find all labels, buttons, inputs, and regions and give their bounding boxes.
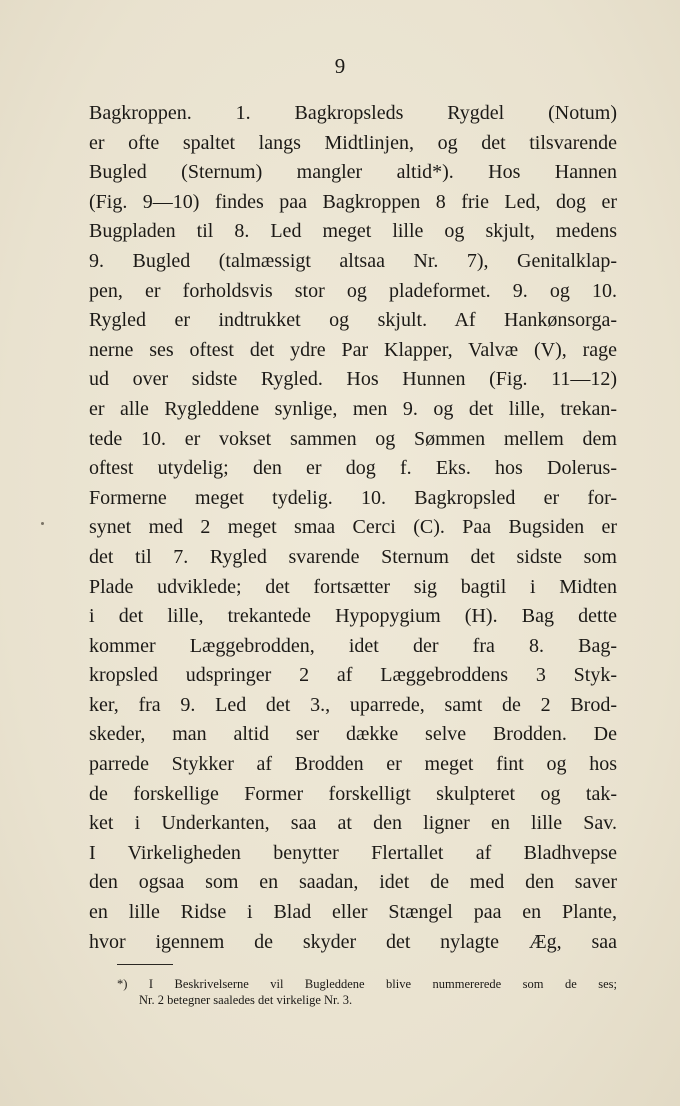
text-line: ker, fra 9. Led det 3., uparrede, samt de 2 Brod- (89, 693, 617, 716)
text-line: en lille Ridse i Blad eller Stængel paa en Plante, (89, 901, 617, 924)
text-line: i det lille, trekantede Hypopygium (H). Bag dette (89, 605, 617, 628)
text-line: Rygled er indtrukket og skjult. Af Hankønsorga- (89, 309, 617, 332)
text-line: oftest utydelig; den er dog f. Eks. hos Dolerus- (89, 457, 617, 480)
text-line: pen, er forholdsvis stor og pladeformet. 9. og 10. (89, 279, 617, 302)
text-line: (Fig. 9—10) findes paa Bagkroppen 8 frie Led, dog er (89, 190, 617, 213)
body-text (89, 99, 617, 957)
text-line: Plade udviklede; det fortsætter sig bagtil i Midten (89, 575, 617, 598)
text-line: den ogsaa som en saadan, idet de med den saver (89, 871, 617, 894)
footnote-rule (117, 964, 173, 965)
text-line: skeder, man altid ser dække selve Brodden. De (89, 723, 617, 746)
text-line: parrede Stykker af Brodden er meget fint og hos (89, 753, 617, 776)
text-line: hvor igennem de skyder det nylagte Æg, saa (89, 930, 617, 953)
footnote (117, 976, 617, 1008)
footnote-line: *) I Beskrivelserne vil Bugleddene blive nummererede som de ses; (117, 977, 617, 991)
text-line: er alle Rygleddene synlige, men 9. og det lille, trekan- (89, 397, 617, 420)
text-line: ket i Underkanten, saa at den ligner en lille Sav. (89, 812, 617, 835)
text-line: Bagkroppen. 1. Bagkropsleds Rygdel (Notum) (89, 102, 617, 124)
footnote-line: Nr. 2 betegner saaledes det virkelige Nr. 3. (139, 993, 353, 1007)
text-line: det til 7. Rygled svarende Sternum det sidste som (89, 545, 617, 568)
text-line: er ofte spaltet langs Midtlinjen, og det tilsvarende (89, 131, 617, 154)
text-line: nerne ses oftest det ydre Par Klapper, Valvæ (V), rage (89, 338, 617, 361)
text-line: kommer Læggebrodden, idet der fra 8. Bag- (89, 634, 617, 657)
text-line: I Virkeligheden benytter Flertallet af Bladhvepse (89, 841, 617, 864)
text-line: de forskellige Former forskelligt skulpteret og tak- (89, 782, 617, 805)
page-number: 9 (334, 54, 346, 78)
text-line: synet med 2 meget smaa Cerci (C). Paa Bugsiden er (89, 516, 617, 539)
text-line: ud over sidste Rygled. Hos Hunnen (Fig. 11—12) (89, 368, 617, 391)
text-line: 9. Bugled (talmæssigt altsaa Nr. 7), Genitalklap- (89, 249, 617, 272)
text-line: Formerne meget tydelig. 10. Bagkropsled er for- (89, 486, 617, 509)
paper-speck (41, 522, 44, 525)
text-line: Bugpladen til 8. Led meget lille og skjult, medens (89, 220, 617, 243)
text-line: tede 10. er vokset sammen og Sømmen mellem dem (89, 427, 617, 450)
text-line: kropsled udspringer 2 af Læggebroddens 3 Styk- (89, 664, 617, 687)
text-line: Bugled (Sternum) mangler altid*). Hos Hannen (89, 161, 617, 184)
